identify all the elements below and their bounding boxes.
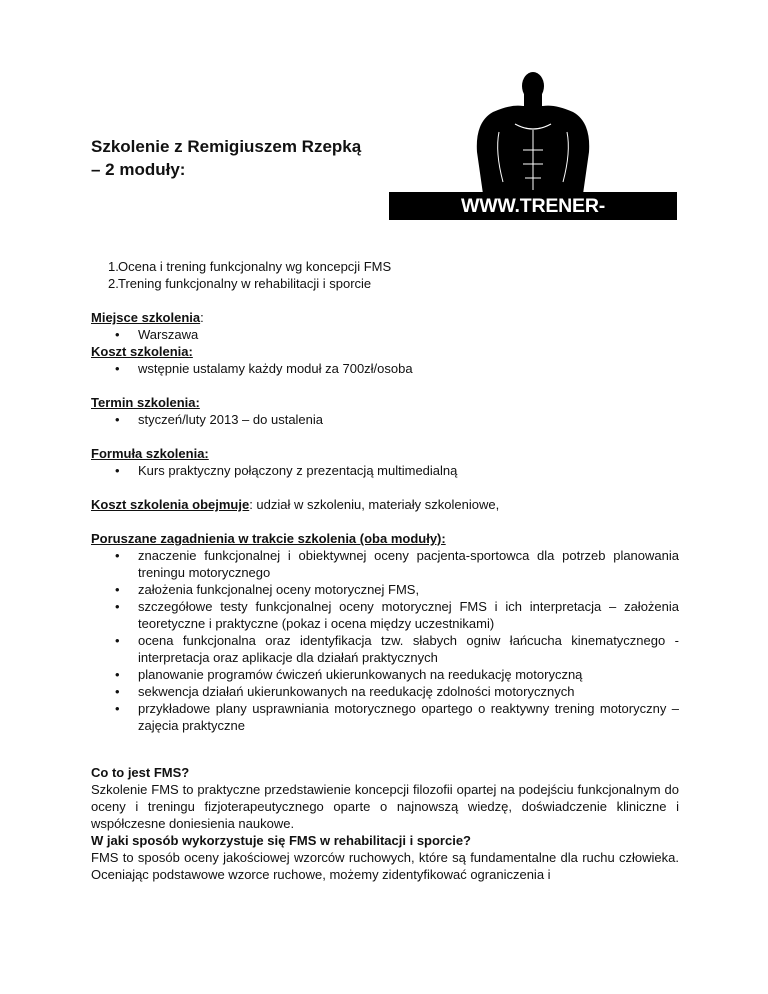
title-line-1: Szkolenie z Remigiuszem Rzepką <box>91 137 362 156</box>
list-item: • znaczenie funkcjonalnej i obiektywnej oceny pacjenta-sportowca dla potrzeb planowania treningu motorycznego <box>115 548 679 580</box>
list-item: • planowanie programów ćwiczeń ukierunkowanych na reedukację motoryczną <box>115 667 583 682</box>
format-heading: Formuła szkolenia: <box>91 446 209 461</box>
includes-section: Koszt szkolenia obejmuje: udział w szkoleniu, materiały szkoleniowe, <box>91 497 500 512</box>
list-item: • Warszawa <box>115 327 199 342</box>
list-item: 1. Ocena i trening funkcjonalny wg koncepcji FMS <box>108 259 392 274</box>
title-line-2: – 2 moduły: <box>91 160 186 179</box>
location-heading: Miejsce szkolenia <box>91 310 201 325</box>
date-section <box>91 394 679 428</box>
cost-section <box>91 343 679 377</box>
faq-question: W jaki sposób wykorzystuje się FMS w rehabilitacji i sporcie? <box>91 833 471 848</box>
includes-heading: Koszt szkolenia obejmuje <box>91 497 250 512</box>
cost-heading: Koszt szkolenia: <box>91 344 193 359</box>
document-body <box>91 258 679 883</box>
location-section: Miejsce szkolenia: • Warszawa <box>91 309 679 343</box>
list-item: • wstępnie ustalamy każdy moduł za 700zł/osoba <box>115 361 413 376</box>
topics-heading: Poruszane zagadnienia w trakcie szkolenia (oba moduły): <box>91 531 446 546</box>
logo-banner: WWW.TRENER-PERSONALNY.PL <box>389 192 677 220</box>
list-item: • ocena funkcjonalna oraz identyfikacja tzw. słabych ogniw łańcucha kinematycznego - interpretacja oraz aplikacje dla działań praktycznych <box>115 633 679 665</box>
list-item: • przykładowe plany usprawniania motorycznego opartego o reaktywny trening motoryczny – zajęcia praktyczne <box>115 701 679 733</box>
faq-answer: Szkolenie FMS to praktyczne przedstawienie koncepcji filozofii opartej na podejściu funkcjonalnym do oceny i treningu fizjoterapeutycznego oparte o najnowszą wiedzę, doświadczenie kliniczne i współczesne doniesienia naukowe. <box>91 782 679 831</box>
faq-section <box>91 764 679 883</box>
topics-list <box>91 547 679 734</box>
list-item: • styczeń/luty 2013 – do ustalenia <box>115 412 324 427</box>
bodybuilder-silhouette-icon <box>463 72 603 194</box>
date-heading: Termin szkolenia: <box>91 395 200 410</box>
faq-answer: FMS to sposób oceny jakościowej wzorców ruchowych, które są fundamentalne dla ruchu człowieka. Oceniając podstawowe wzorce ruchowe, możemy zidentyfikować ograniczenia i <box>91 850 679 882</box>
list-item: • Kurs praktyczny połączony z prezentacją multimedialną <box>115 463 458 478</box>
list-item: • sekwencja działań ukierunkowanych na reedukację zdolności motorycznych <box>115 684 575 699</box>
list-item: • szczegółowe testy funkcjonalnej oceny motorycznej FMS i ich interpretacja – założenia teoretyczne i praktyczne (pokaz i ocena między uczestnikami) <box>115 599 679 631</box>
trener-personalny-logo <box>389 72 677 245</box>
format-section <box>91 445 679 479</box>
document-title <box>91 135 361 181</box>
faq-question: Co to jest FMS? <box>91 765 190 780</box>
list-item: 2. Trening funkcjonalny w rehabilitacji i sporcie <box>108 276 372 291</box>
topics-section <box>91 530 679 734</box>
list-item: • założenia funkcjonalnej oceny motorycznej FMS, <box>115 582 420 597</box>
module-list <box>91 258 679 292</box>
